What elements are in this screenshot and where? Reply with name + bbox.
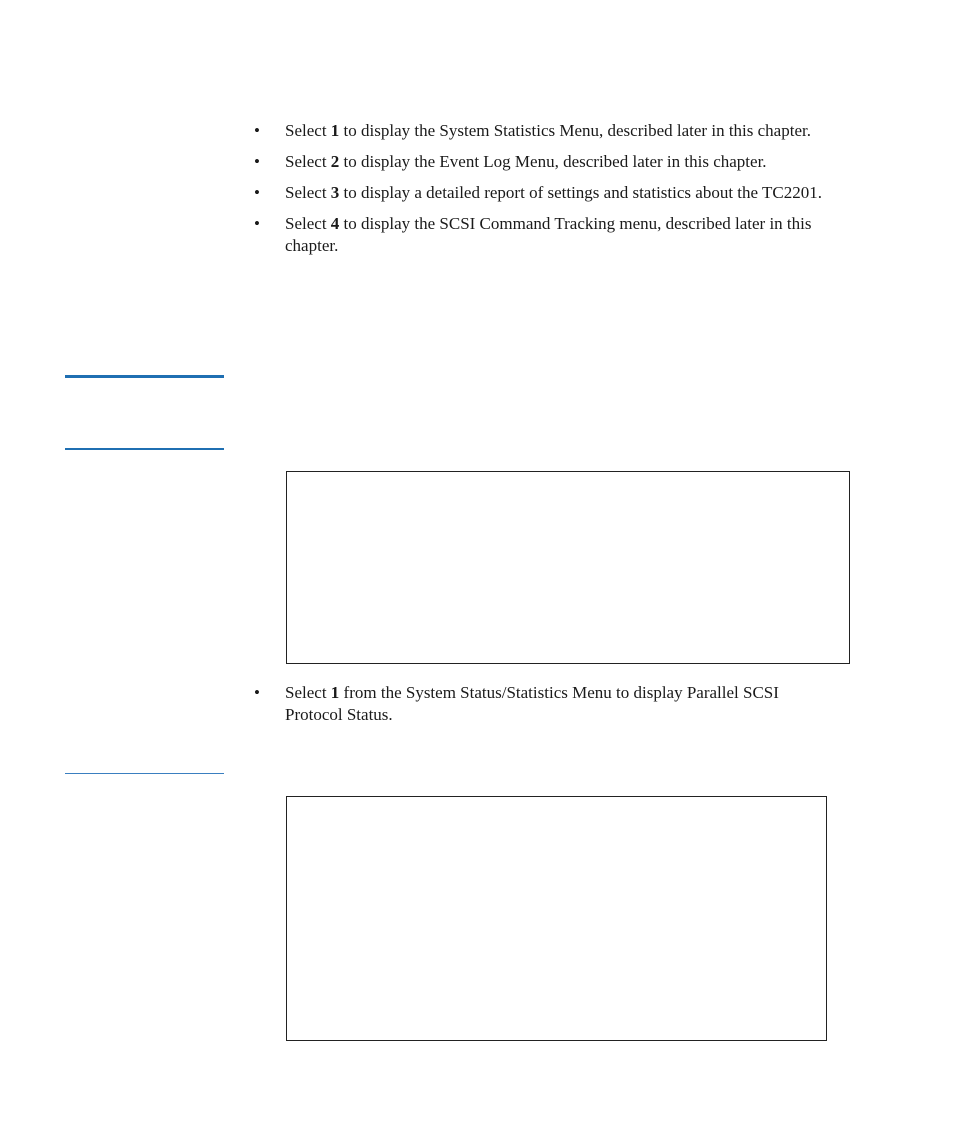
- item-prefix: Select: [285, 121, 331, 140]
- bullet-icon: •: [254, 214, 260, 233]
- item-prefix: Select: [285, 683, 331, 702]
- section-divider-thick: [65, 375, 224, 378]
- item-text: to display the System Statistics Menu, described later in this chapter.: [339, 121, 811, 140]
- item-prefix: Select: [285, 214, 331, 233]
- bullet-icon: •: [254, 152, 260, 171]
- section-divider-thin: [65, 448, 224, 450]
- item-number: 1: [330, 121, 340, 140]
- item-text: to display the Event Log Menu, described later in this chapter.: [339, 152, 767, 171]
- list-item: [254, 682, 834, 726]
- bullet-icon: •: [254, 683, 260, 702]
- item-text: to display a detailed report of settings and statistics about the TC2201.: [339, 183, 822, 202]
- item-number: 3: [330, 183, 340, 202]
- bullet-icon: •: [254, 183, 260, 202]
- item-text: to display the SCSI Command Tracking menu, described later in this chapter.: [285, 214, 812, 255]
- item-number: 1: [330, 683, 340, 702]
- list-item: [254, 213, 834, 257]
- screen-output-box: [286, 471, 850, 664]
- top-bullet-list: [254, 120, 834, 266]
- item-number: 4: [330, 214, 340, 233]
- item-text: from the System Status/Statistics Menu to display Parallel SCSI Protocol Status.: [285, 683, 779, 724]
- list-item: [254, 182, 834, 204]
- mid-bullet-list: [254, 682, 834, 735]
- list-item: [254, 151, 834, 173]
- list-item: [254, 120, 834, 142]
- item-prefix: Select: [285, 152, 331, 171]
- item-prefix: Select: [285, 183, 331, 202]
- screen-output-box: [286, 796, 827, 1041]
- bullet-icon: •: [254, 121, 260, 140]
- item-number: 2: [330, 152, 340, 171]
- figure-divider: [65, 773, 224, 774]
